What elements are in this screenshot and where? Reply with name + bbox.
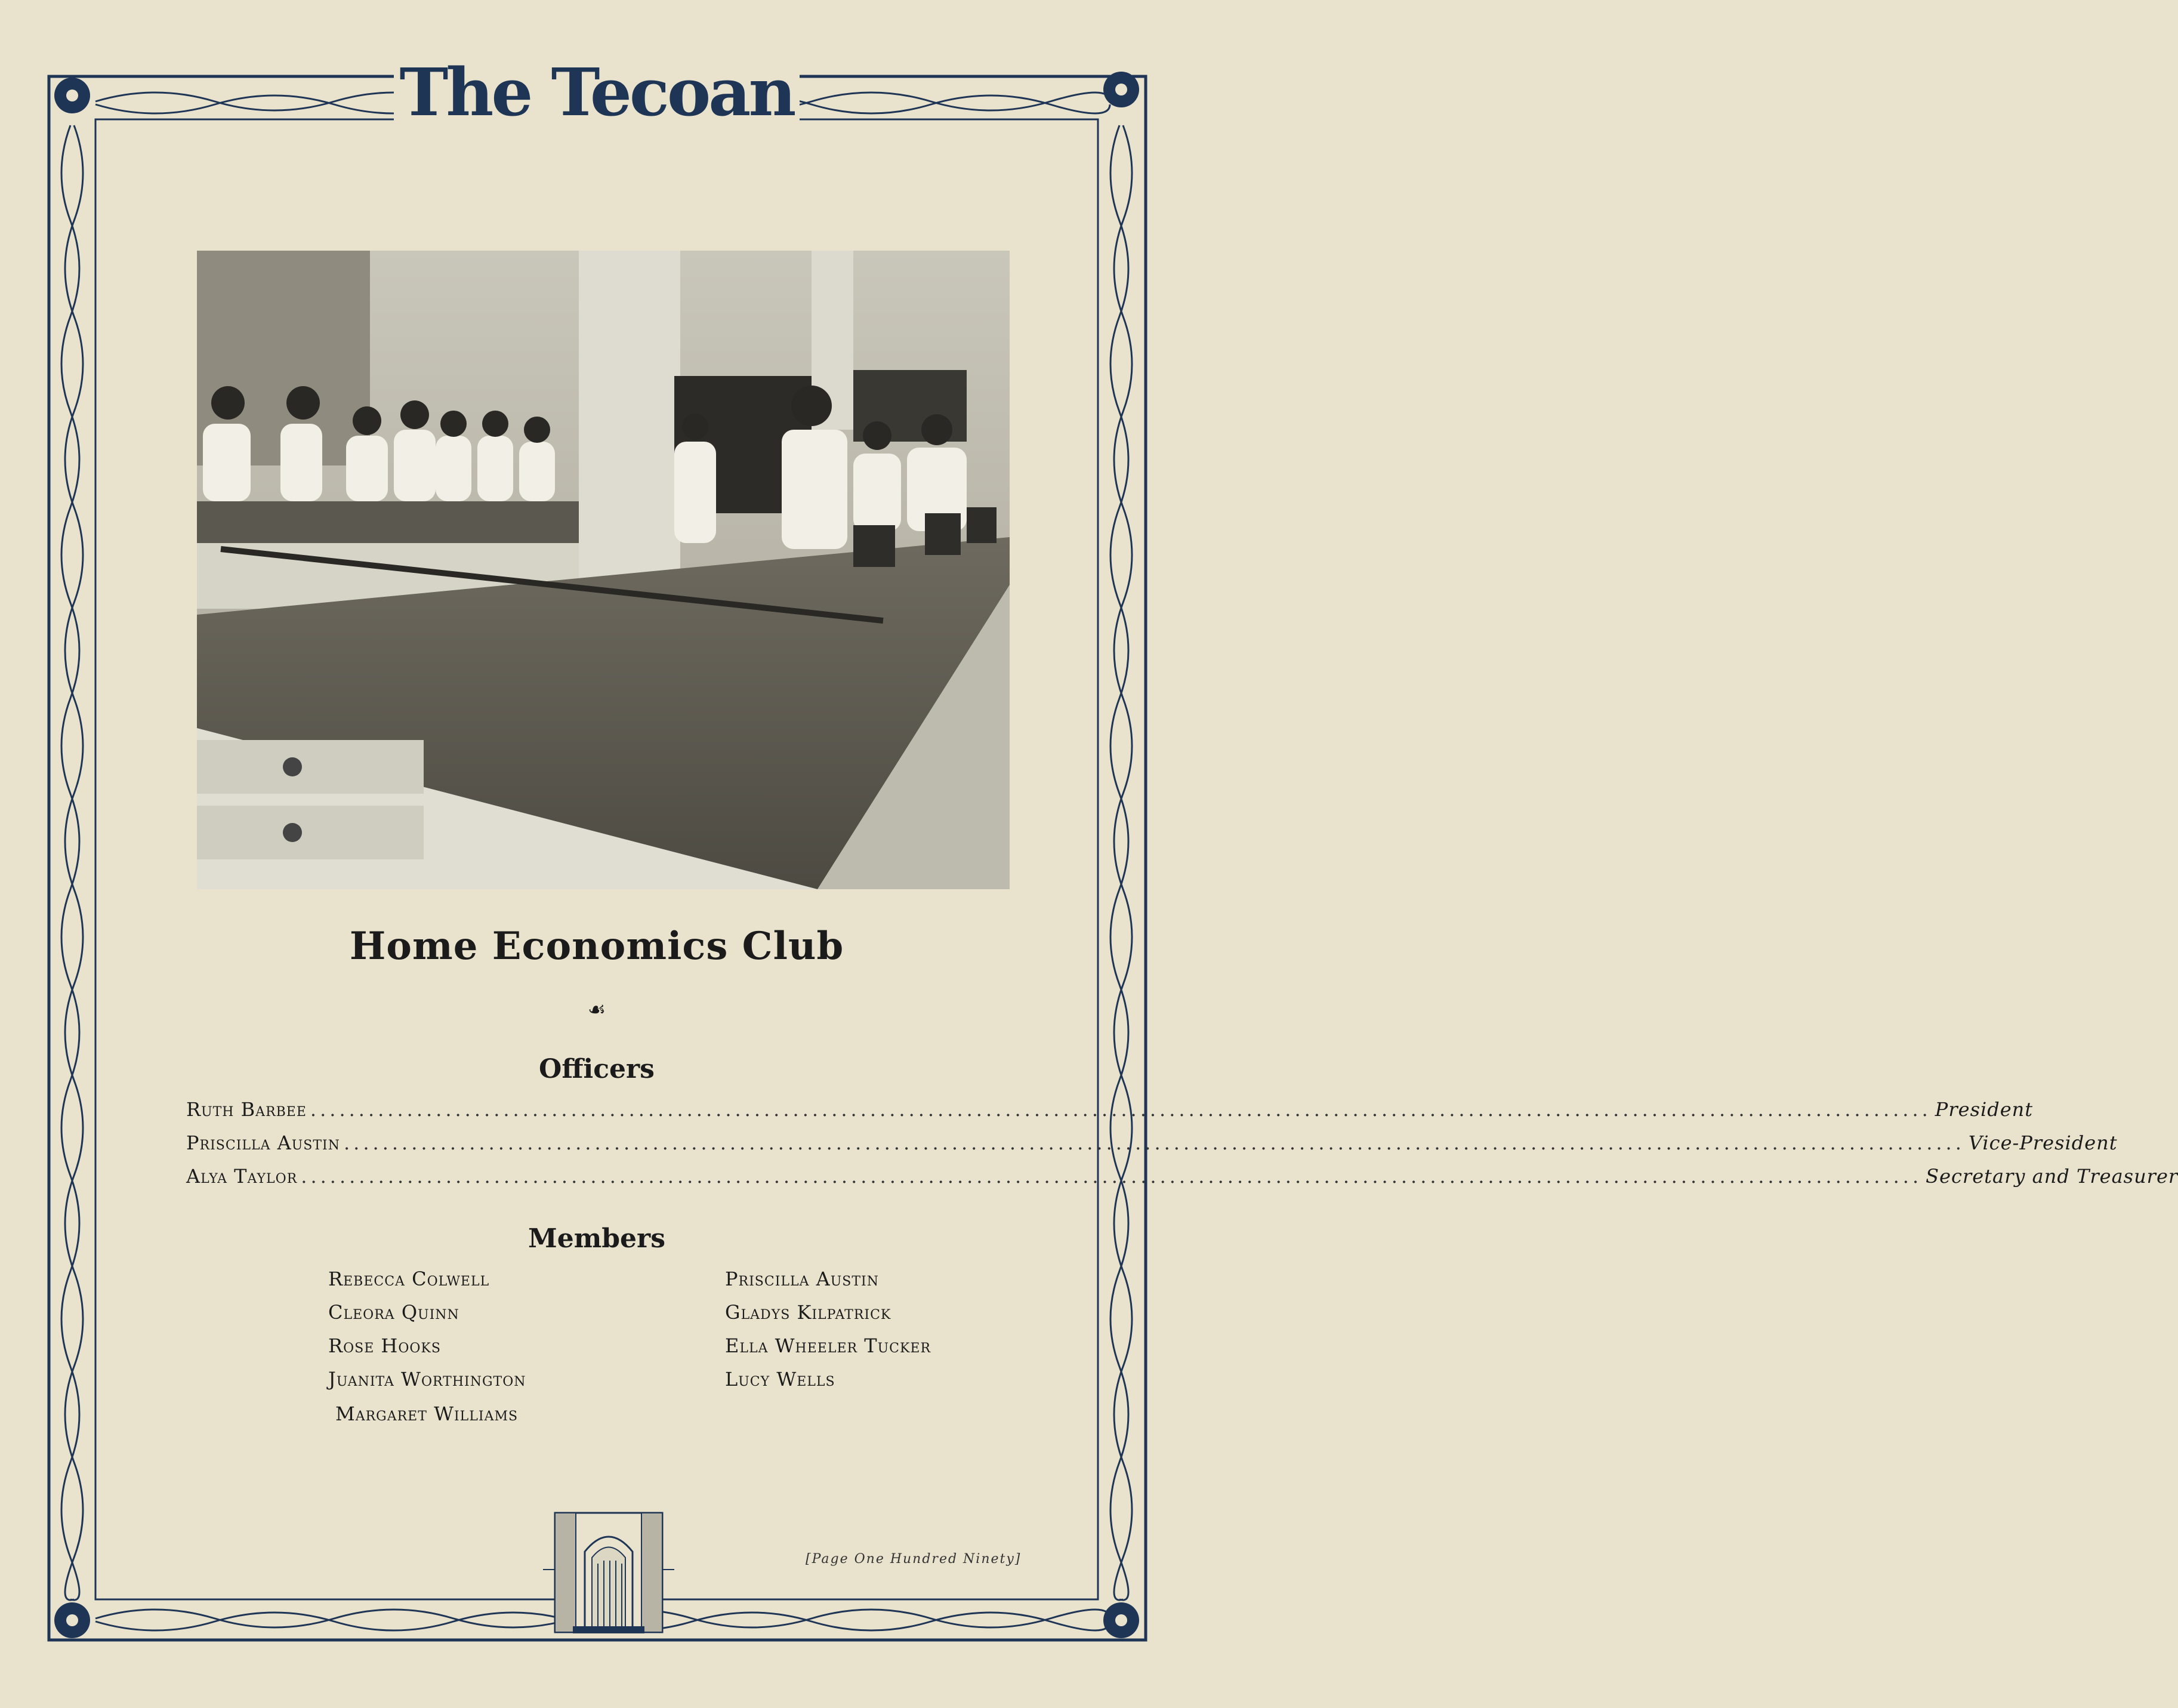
masthead-title: The Tecoan (0, 60, 1193, 125)
officer-title: President (1935, 1098, 2034, 1121)
gateway-illustration (537, 1510, 680, 1635)
members-left-column (328, 1268, 526, 1401)
dot-leader: ........................................................................................................................................................................ (310, 1098, 1932, 1121)
member-name: Lucy Wells (725, 1368, 835, 1391)
officer-name: Priscilla Austin (186, 1132, 340, 1154)
member-name: Juanita Worthington (328, 1368, 526, 1391)
home-economics-kitchen-photo (197, 251, 1010, 889)
officer-row (186, 1165, 2178, 1198)
member-name: Cleora Quinn (328, 1301, 459, 1324)
dot-leader: ........................................................................................................................................................................ (301, 1165, 1923, 1188)
club-title: Home Economics Club (349, 924, 844, 969)
officer-row (186, 1098, 2034, 1132)
officers-list (186, 1098, 2178, 1198)
member-name: Margaret Williams (335, 1402, 519, 1425)
officer-name: Ruth Barbee (186, 1098, 307, 1121)
members-right-column (725, 1268, 931, 1401)
page-number: [Page One Hundred Ninety] (806, 1552, 1022, 1567)
officers-heading: Officers (539, 1054, 655, 1084)
member-name: Gladys Kilpatrick (725, 1301, 891, 1324)
officer-name: Alya Taylor (186, 1165, 298, 1188)
member-name: Rebecca Colwell (328, 1268, 490, 1290)
officer-title: Vice-President (1968, 1132, 2118, 1154)
member-name: Rose Hooks (328, 1334, 441, 1357)
members-heading: Members (528, 1223, 665, 1254)
dot-leader: ........................................................................................................................................................................ (344, 1132, 1965, 1154)
fleuron-ornament: ☙ (587, 998, 606, 1022)
member-name: Ella Wheeler Tucker (725, 1334, 931, 1357)
member-name: Priscilla Austin (725, 1268, 879, 1290)
officer-row (186, 1132, 2118, 1165)
officer-title: Secretary and Treasurer (1926, 1165, 2178, 1188)
